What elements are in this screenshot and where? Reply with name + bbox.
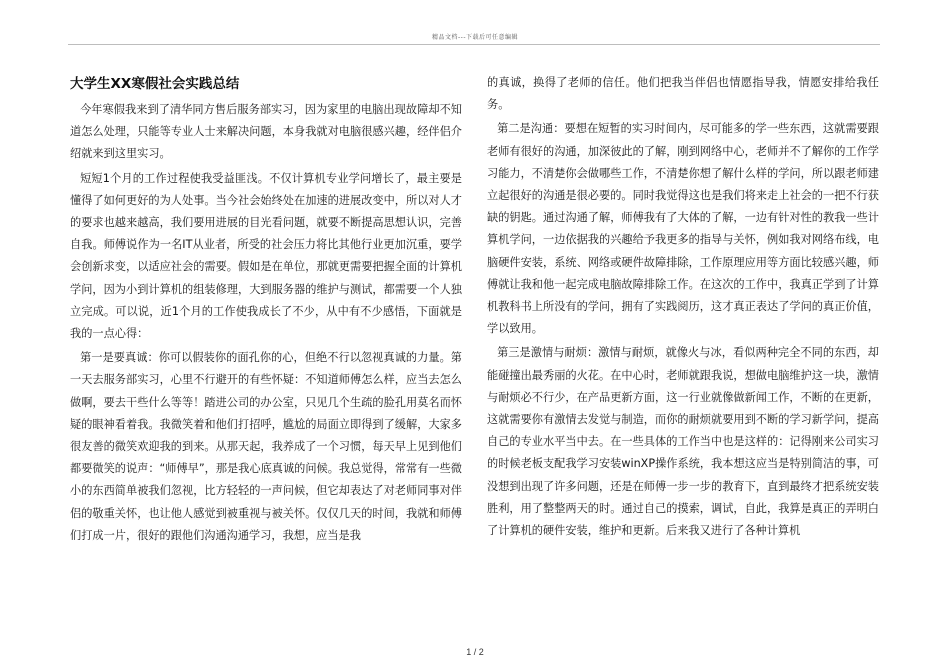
paragraph: 第三是激情与耐烦：激情与耐烦，就像火与冰，看似两种完全不同的东西，却能碰撞出最秀丽的火花。在中心时，老师就跟我说，想做电脑维护这一块，激情与耐烦必不行少，在产品更新方面，这一行业就像做新闻工作，不断的在更新，这就需要你有激情去发觉与制造，而你的耐烦就要用到不断的学习新学问，提高自己的专业水平当中去。在一些具体的工作当中也是这样的：记得刚来公司实习的时候老板支配我学习安装winXP操作系统，我本想这应当是特别简洁的事，可没想到出现了许多问题，还是在师傅一步一步的教育下，直到最终才把系统安装胜利，用了整整两天的时。通过自己的摸索，调试，自此，我算是真正的弄明白了计算机的硬件安装，维护和更新。后来我又进行了各种计算机 bbox=[487, 346, 879, 538]
header-divider bbox=[68, 44, 880, 45]
paragraph: 今年寒假我来到了清华同方售后服务部实习，因为家里的电脑出现故障却不知道怎么处理，只能等专业人士来解决问题，本身我就对电脑很感兴趣，经伴侣介绍就来到这里实习。 bbox=[70, 103, 462, 161]
page-header: 精品文档---下载后可任意编辑 bbox=[432, 34, 518, 41]
paragraph: 短短1个月的工作过程使我受益匪浅。不仅计算机专业学问增长了，最主要是懂得了如何更好的为人处事。当今社会始终处在加速的进展改变中，所以对人才的要求也越来越高，我们要用进展的目光看问题，就要不断提高思想认识，完善自我。师傅说作为一名IT从业者，所受的社会压力将比其他行业更加沉重，要学会创新求变，以适应社会的需要。假如是在单位，那就更需要把握全面的计算机学问，因为小到计算机的组装修理，大到服务器的维护与测试，都需要一个人独立完成。可以说，近1个月的工作使我成长了不少，从中有不少感悟，下面就是我的一点心得： bbox=[70, 171, 462, 341]
paragraph: 的真诚，换得了老师的信任。他们把我当伴侣也情愿指导我，情愿安排给我任务。 bbox=[487, 76, 879, 112]
document-title: 大学生XX寒假社会实践总结 bbox=[70, 76, 240, 92]
paragraph: 第二是沟通：要想在短暂的实习时间内，尽可能多的学一些东西，这就需要跟老师有很好的沟通，加深彼此的了解，刚到网络中心，老师并不了解你的工作学习能力，不清楚你会做哪些工作，不清楚你想了解什么样的学问，所以跟老师建立起很好的沟通是很必要的。同时我觉得这也是我们将来走上社会的一把不行获缺的钥匙。通过沟通了解，师傅我有了大体的了解，一边有针对性的教我一些计算机学问，一边依据我的兴趣给予我更多的指导与关怀，例如我对网络布线，电脑硬件安装，系统、网络或硬件故障排除，工作原理应用等方面比较感兴趣，师傅就让我和他一起完成电脑故障排除工作。在这次的工作中，我真正学到了计算机教科书上所没有的学问，拥有了实践阅历，这才真正表达了学问的真正价值，学以致用。 bbox=[487, 122, 879, 336]
left-column bbox=[70, 73, 462, 549]
paragraph: 第一是要真诚：你可以假装你的面孔你的心，但绝不行以忽视真诚的力量。第一天去服务部实习，心里不行避开的有些怀疑：不知道师傅怎么样，应当去怎么做啊，要去干些什么等等！踏进公司的办公室，只见几个生疏的脸孔用莫名而怀疑的眼神看着我。我微笑着和他们打招呼，尴尬的局面立即得到了缓解，大家多很友善的微笑欢迎我的到来。从那天起，我养成了一个习惯，每天早上见到他们都要微笑的说声：“师傅早”，那是我心底真诚的问候。我总觉得，常常有一些微小的东西简单被我们忽视，比方轻轻的一声问候，但它却表达了对老师同事对伴侣的敬重关怀，也让他人感觉到被重视与被关怀。仅仅几天的时间，我就和师傅们打成一片，很好的跟他们沟通沟通学习，我想，应当是我 bbox=[70, 351, 462, 542]
right-column bbox=[487, 72, 879, 544]
page-number: 1 / 2 bbox=[466, 647, 484, 657]
